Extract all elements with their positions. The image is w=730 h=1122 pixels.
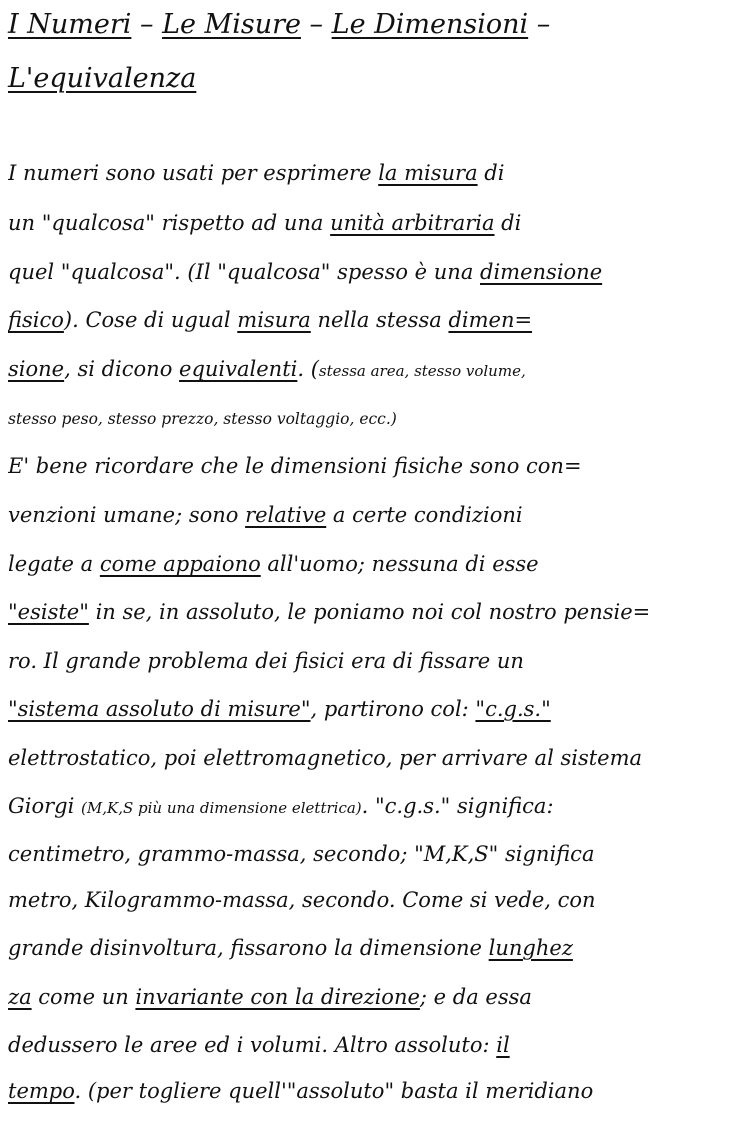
text-run: . "c.g.s." significa:	[361, 794, 554, 818]
text-line	[8, 839, 726, 869]
text-line	[8, 158, 726, 188]
text-line	[8, 549, 726, 579]
underlined-text: la misura	[378, 161, 478, 185]
text-run: dedussero le aree ed i volumi. Altro assoluto:	[8, 1033, 497, 1057]
title-segment-numeri: I Numeri	[8, 9, 132, 40]
text-run: legate a	[8, 552, 100, 576]
text-line	[8, 982, 726, 1012]
text-line	[8, 257, 726, 287]
text-run: stesso peso, stesso prezzo, stesso voltaggio, ecc.)	[8, 410, 397, 428]
page-title-line-1	[8, 8, 550, 42]
text-run: metro, Kilogrammo-massa, secondo. Come si vede, con	[8, 888, 596, 912]
small-note: stessa area, stesso volume,	[318, 362, 526, 380]
title-segment-dimensioni: Le Dimensioni	[331, 9, 529, 40]
text-run: ). Cose di ugual	[63, 308, 238, 332]
underlined-text: "esiste"	[8, 600, 89, 624]
underlined-text: relative	[245, 503, 327, 527]
underlined-text: fisico	[8, 308, 64, 332]
underlined-text: invariante con la direzione	[135, 985, 420, 1009]
text-line	[8, 791, 726, 823]
text-run: E' bene ricordare che le dimensioni fisiche sono con=	[8, 454, 582, 478]
text-line	[8, 1030, 726, 1060]
underlined-text: misura	[237, 308, 311, 332]
text-run: Giorgi	[8, 794, 82, 818]
text-line	[8, 933, 726, 963]
underlined-text: equivalenti	[179, 357, 298, 381]
text-run: ; e da essa	[419, 985, 532, 1009]
text-run: un "qualcosa" rispetto ad una	[8, 211, 331, 235]
underlined-text: dimen=	[448, 308, 533, 332]
underlined-text: "c.g.s."	[475, 697, 551, 721]
text-run: come un	[31, 985, 136, 1009]
text-run: elettrostatico, poi elettromagnetico, per arrivare al sistema	[8, 746, 643, 770]
underlined-text: dimensione	[480, 260, 603, 284]
text-line	[8, 208, 726, 238]
text-run: a certe condizioni	[326, 503, 523, 527]
text-run: di	[477, 161, 505, 185]
underlined-text: za	[8, 985, 32, 1009]
text-line	[8, 646, 726, 676]
small-note: (M,K,S più una dimensione elettrica)	[81, 799, 362, 817]
page-title-line-2	[8, 62, 196, 96]
text-run: centimetro, grammo-massa, secondo; "M,K,S" significa	[8, 842, 595, 866]
underlined-text: il	[496, 1033, 510, 1057]
title-separator: –	[528, 9, 551, 40]
text-line	[8, 1076, 726, 1106]
underlined-text: come appaiono	[99, 552, 261, 576]
text-run: , si dicono	[64, 357, 180, 381]
underlined-text: lunghez	[488, 936, 573, 960]
underlined-text: unità arbitraria	[330, 211, 495, 235]
text-run: . (	[297, 357, 319, 381]
text-run: . (per togliere quell'"assoluto" basta il meridiano	[74, 1079, 594, 1103]
text-run: all'uomo; nessuna di esse	[260, 552, 539, 576]
underlined-text: tempo	[8, 1079, 75, 1103]
title-segment-equivalenza: L'equivalenza	[8, 63, 197, 94]
text-line	[8, 694, 726, 724]
text-run: quel "qualcosa". (Il "qualcosa" spesso è una	[8, 260, 481, 284]
title-separator: –	[300, 9, 332, 40]
text-run: in se, in assoluto, le poniamo noi col nostro pensie=	[88, 600, 651, 624]
text-line	[8, 305, 726, 335]
underlined-text: sione	[8, 357, 65, 381]
text-line	[8, 597, 726, 627]
text-run: di	[494, 211, 522, 235]
text-run: nella stessa	[310, 308, 449, 332]
text-run: I numeri sono usati per esprimere	[8, 161, 379, 185]
text-run: , partirono col:	[310, 697, 476, 721]
text-line	[8, 885, 726, 915]
text-line	[8, 404, 726, 434]
text-run: venzioni umane; sono	[8, 503, 246, 527]
text-run: grande disinvoltura, fissarono la dimensione	[8, 936, 489, 960]
text-run: ro. Il grande problema dei fisici era di fissare un	[8, 649, 524, 673]
title-segment-misure: Le Misure	[162, 9, 301, 40]
text-line	[8, 500, 726, 530]
text-line	[8, 451, 726, 481]
title-separator: –	[131, 9, 163, 40]
text-line	[8, 354, 726, 386]
text-line	[8, 743, 726, 773]
underlined-text: "sistema assoluto di misure"	[8, 697, 311, 721]
